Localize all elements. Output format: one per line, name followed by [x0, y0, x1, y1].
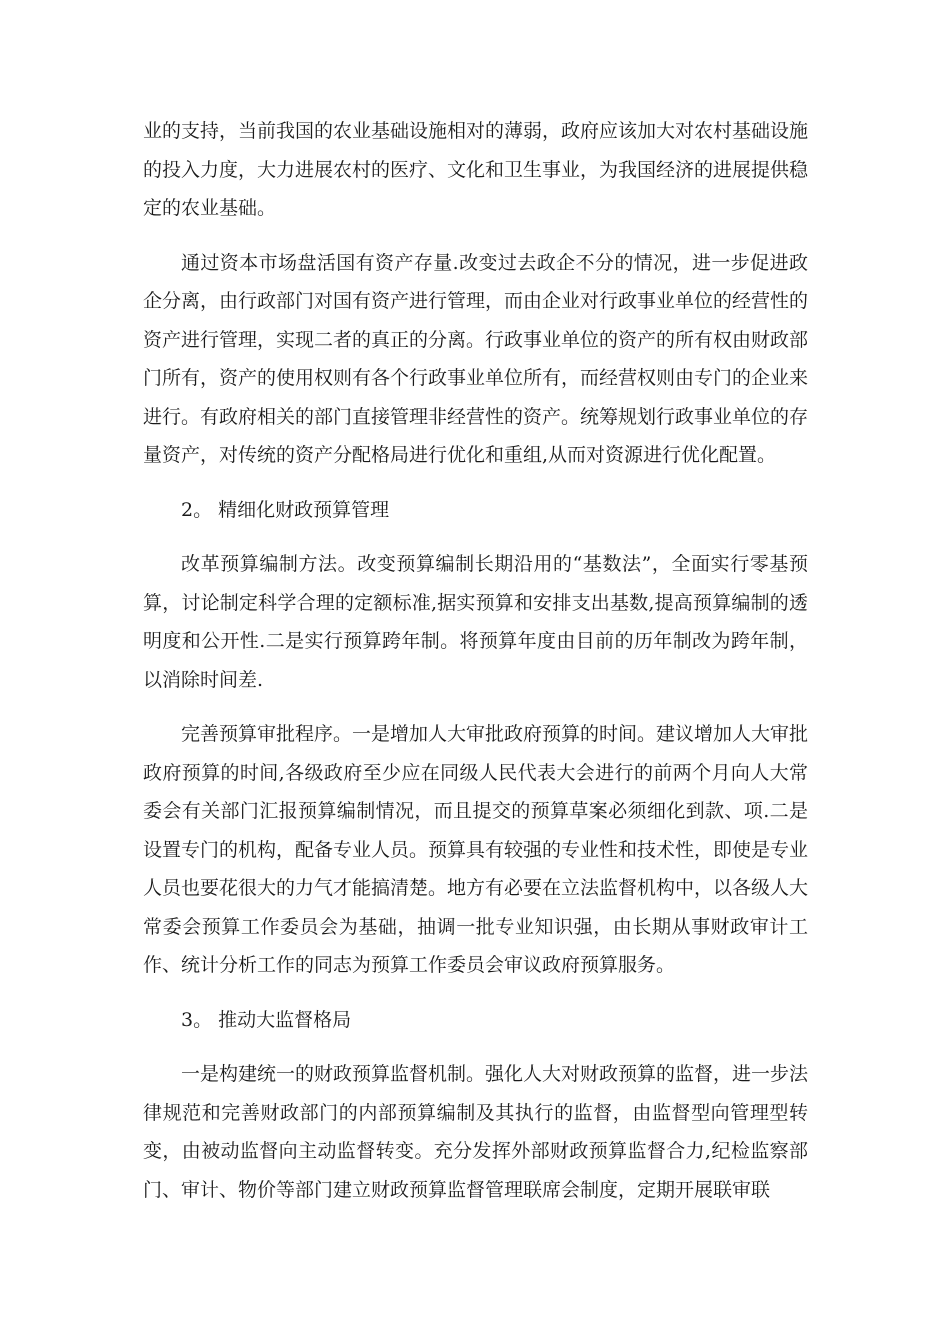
- paragraph-continuation: 业的支持，当前我国的农业基础设施相对的薄弱，政府应该加大对农村基础设施的投入力度，大力进展农村的医疗、文化和卫生事业，为我国经济的进展提供稳定的农业基础。: [143, 120, 809, 219]
- section-heading-3: 3。 推动大监督格局: [181, 1008, 352, 1031]
- paragraph-budget-method: 改革预算编制方法。改变预算编制长期沿用的“基数法”，全面实行零基预算，讨论制定科学合理的定额标准,据实预算和安排支出基数,提高预算编制的透明度和公开性.二是实行预算跨年制。将预算年度由目前的历年制改为跨年制，以消除时间差.: [143, 553, 808, 691]
- document-page: [143, 112, 808, 1225]
- paragraph-supervision: 一是构建统一的财政预算监督机制。强化人大对财政预算的监督，进一步法律规范和完善财政部门的内部预算编制及其执行的监督，由监督型向管理型转变，由被动监督向主动监督转变。充分发挥外部财政预算监督合力,纪检监察部门、审计、物价等部门建立财政预算监督管理联席会制度，定期开展联审联: [143, 1063, 809, 1201]
- paragraph-state-assets: 通过资本市场盘活国有资产存量.改变过去政企不分的情况，进一步促进政企分离，由行政部门对国有资产进行管理，而由企业对行政事业单位的经营性的资产进行管理，实现二者的真正的分离。行政事业单位的资产的所有权由财政部门所有，资产的使用权则有各个行政事业单位所有，而经营权则由专门的企业来进行。有政府相关的部门直接管理非经营性的资产。统筹规划行政事业单位的存量资产，对传统的资产分配格局进行优化和重组,从而对资源进行优化配置。: [143, 251, 809, 466]
- section-heading-2: 2。 精细化财政预算管理: [181, 498, 390, 521]
- paragraph-budget-approval: 完善预算审批程序。一是增加人大审批政府预算的时间。建议增加人大审批政府预算的时间,各级政府至少应在同级人民代表大会进行的前两个月向人大常委会有关部门汇报预算编制情况，而且提交的预算草案必须细化到款、项.二是设置专门的机构，配备专业人员。预算具有较强的专业性和技术性，即使是专业人员也要花很大的力气才能搞清楚。地方有必要在立法监督机构中，以各级人大常委会预算工作委员会为基础，抽调一批专业知识强，由长期从事财政审计工作、统计分析工作的同志为预算工作委员会审议政府预算服务。: [143, 723, 809, 976]
